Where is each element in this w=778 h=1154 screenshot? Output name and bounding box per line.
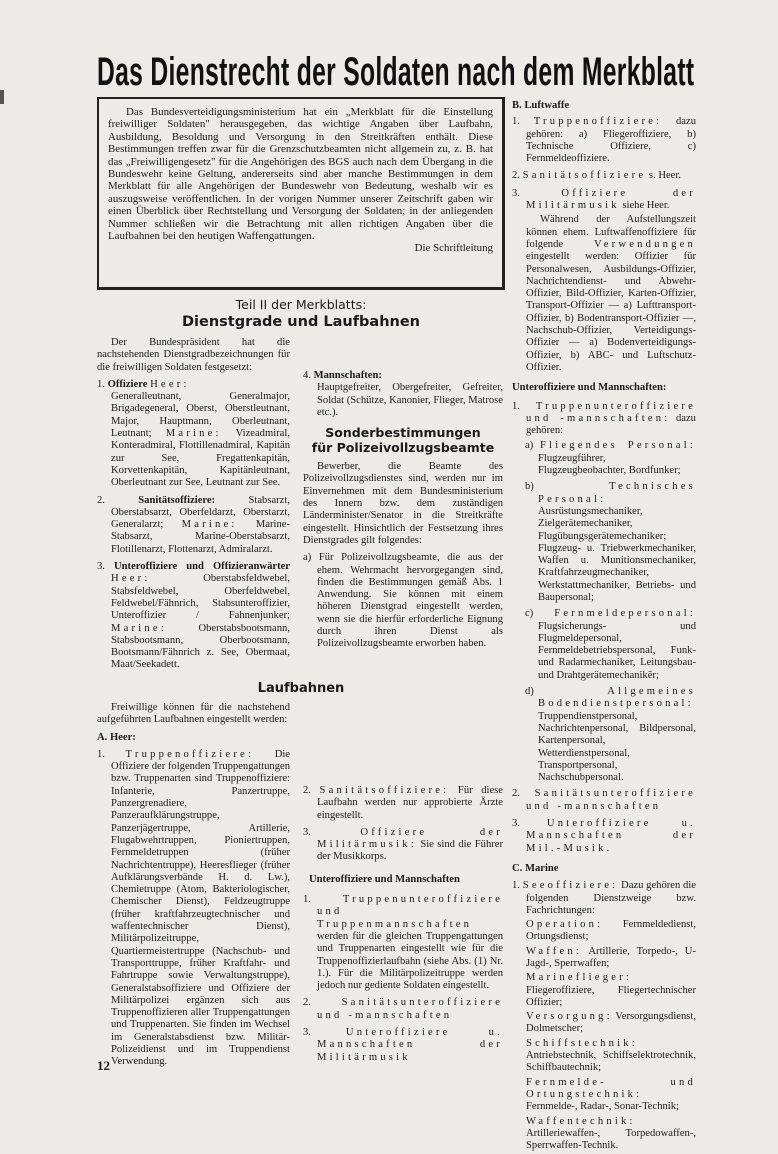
item-label: Unteroffiziere u. Mannschaften der Mil.-Musik. [526,818,696,854]
dienstgrade-item-1 [97,379,290,490]
item-text: Stabsarzt, Oberstabsarzt, Oberfeldarzt, Oberstarzt, Generalarzt; [111,494,290,531]
item-label: Allgemeines Bodendienstpersonal: [538,686,696,710]
page-title: Das Dienstrecht der Soldaten nach dem Merkblatt [97,50,695,94]
luftwaffe-item-1 [512,116,696,165]
sonder-intro: Bewerber, die Beamte des Polizeivollzugsdienstes sind, werden nur im Einvernehmen mit dem Bundesministerium des Innern bzw. dem zuständigen Länderminister/Senator in die Streitkräfte eingestellt. Hinsichtlich der Festsetzung ihres Dienstgrades gilt folgendes: [303,461,503,546]
item-number: 2. [303,785,311,796]
item-label: Seeoffiziere: [522,880,619,892]
item-label: Offiziere der Militärmusik: [317,826,503,851]
dienstgrade-item-2 [97,495,290,556]
branch-text: Artilleriewaffen-, Torpedowaffen-, Sperrwaffen-Technik. [526,1127,696,1152]
item-text: Ausrüstungsmechaniker, Zielgerätemechaniker, Flugübungsgerätemechaniker; Flugzeug- u. Triebwerkmechaniker, Waffen u. Munitionsmechaniker, Kraftfahrzeugmechaniker, Werkstattmechaniker, Betriebs- und Baupersonal; [538,505,696,603]
sonder-heading-line1: Sonderbestimmungen [325,425,481,441]
item-number: 2. [512,788,520,800]
paragraph-text: Während der Aufstellungszeit können ehem. Luftwaffenoffiziere für folgende [526,214,696,250]
branch-text: Artillerie, Torpedo-, U-Jagd-, Sperrwaffen; [526,945,696,969]
luftwaffe-uo-item-1 [512,401,696,438]
sonder-item-a [303,552,503,650]
item-text: Oberstabsbootsmann, Stabsbootsmann, Oberbootsmann, Bootsmann/Fähnrich z. See, Obermaat, Maat/Seekadett. [111,622,290,671]
item-label: Unteroffiziere u. Mannschaften der Militärmusik [317,1027,503,1063]
item-label: Truppenoffiziere: [125,748,255,760]
item-text: Sie sind die Führer der Musikkorps. [317,839,503,863]
item-label: Offiziere [107,378,148,390]
paragraph-text: eingestellt werden: Offizier für Personalwesen, Ausbildungs-Offizier, Nachrichtendienst- und Abwehr-Offizier, Bild-Offizier, Karten-Offizier, Transport-Offizier — a) Lufttransport-Offizier, b) Bodentransport-Offizier —, Nachschub-Offizier, Verteidigungs-Offizier — a) Bodenverteidigungs-Offizier, b) ABC- und Luftschutz-Offizier. [526,251,696,373]
heer-item-2 [303,785,503,822]
branch-label: Marine: [165,428,222,440]
marine-branch [526,946,696,971]
marine-item-1 [512,880,696,917]
luftwaffe-uo-heading: Unteroffiziere und Mannschaften: [512,382,667,394]
dienstgrade-column-middle [303,370,503,656]
heer-uo-item-2 [303,997,503,1022]
marine-label: C. Marine [512,862,559,874]
item-text: werden für die gleichen Truppengattungen und Truppenarten eingestellt wie für die Truppenoffizierlaufbahn (siehe Abs. (1) Nr. 1.). Für die Militärpolizeitruppe werden jedoch nur gediente Soldaten eingestellt. [317,930,503,992]
branch-label: Fernmelde- und Ortungstechnik: [526,1076,696,1100]
marine-branch [526,1077,696,1114]
item-text: dazu gehören: a) Fliegeroffiziere, b) Technische Offiziere, c) Fernmeldeoffiziere. [526,116,696,165]
item-number: 2. [97,494,105,506]
luftwaffe-sub-a [512,440,696,477]
item-label: Truppenunteroffiziere und -mannschaften: [526,400,696,424]
item-number: 1. [97,378,105,390]
item-number: 3. [303,1027,311,1039]
item-text: Für Polizeivollzugsbeamte, die aus der ehem. Wehrmacht hervorgegangen sind, finden die Bestimmungen gemäß Abs. 1 Anwendung. Sie können mit einem höheren Dienstgrad eingestellt werden, wenn sie die hierfür erforderliche Eignung durch ihren Dienst als Polizeivollzugsbeamte erworben haben. [317,552,503,650]
item-number: 3. [512,187,520,199]
item-text: Dazu gehören die folgenden Dienstzweige bzw. Fachrichtungen: [526,880,696,916]
item-text: Oberstabsfeldwebel, Stabsfeldwebel, Oberfeldwebel, Feldwebel/Fähnrich, Stabsunteroffizier, Unteroffizier / Fahnenjunker; [111,573,290,622]
item-number: 4. [303,370,311,381]
laufbahnen-intro: Freiwillige können für die nachstehend aufgeführten Laufbahnen eingestellt werden: [97,702,290,726]
item-label: Offiziere der Militärmusik [526,187,696,212]
item-label: Sanitätsoffiziere: [319,785,450,796]
luftwaffe-sub-b [512,481,696,604]
page-number: 12 [97,1058,110,1073]
item-text: Truppendienstpersonal, Nachrichtenpersonal, Bildpersonal, Kartenpersonal, Wetterdienstpersonal, Transportpersonal, Nachschubpersonal. [538,710,696,784]
item-number: 1. [303,894,311,906]
item-label: Sanitätsunteroffiziere und -mannschaften [317,997,503,1021]
branch-text: Fernmeldedienst, Ortungsdienst; [526,919,696,943]
intro-signature: Die Schriftleitung [414,242,493,255]
item-label: Unteroffiziere und Offizieranwärter [114,561,290,573]
dienstgrade-item-3 [97,561,290,672]
paragraph-spaced-term: Verwendungen [594,238,696,250]
intro-box [97,97,505,290]
branch-label: Heer: [150,378,190,390]
item-number: 3. [303,826,311,838]
luftwaffe-sub-c [512,608,696,682]
item-text: Hauptgefreiter, Obergefreiter, Gefreiter, Soldat (Schütze, Kanonier, Flieger, Matrose etc.). [317,382,503,418]
item-number: 1. [512,880,520,892]
item-text: s. Heer. [648,170,681,182]
marine-branches [512,919,696,1152]
item-label: Sanitätsunteroffiziere und -mannschaften [526,788,696,812]
branch-label: Marine: [111,622,167,634]
item-number: a) [303,552,312,564]
luftwaffe-paragraph [512,214,696,374]
item-text: siehe Heer. [622,200,670,212]
marine-branch [526,1116,696,1153]
luftwaffe-uo-item-2 [512,788,696,813]
item-number: 1. [512,116,520,128]
item-number: 1. [97,748,105,760]
item-text: Marine-Stabsarzt, Marine-Oberstabsarzt, Flotillenarzt, Flottenarzt, Admiralarzt. [111,519,290,555]
branch-label: Schiffstechnik: [526,1037,638,1049]
sonder-heading [303,425,503,455]
branch-label: Versorgung: [526,1011,613,1023]
item-number: 1. [512,400,520,412]
item-text: Die Offiziere der folgenden Truppengattungen bzw. Truppenarten sind Truppenoffiziere: Infanterie, Panzertruppe, Panzergrenadiere, Panzeraufklärungstruppe, Panzerjägertruppe, Artillerie, Flugabwehrtruppen, Pioniertruppen, Fernmeldetruppen (früher Nachrichtentruppe), Heeresflieger (früher Aufklärungsverbände H. d. Lw.), Chemietruppe (Atom, Bakteriologischer, Chemischer Dienst), Feldzeugtruppe (früher kraftfahrzeugtechnischer und waffentechnischer Dienst), Militärpolizeitruppe, Quartiermeistertruppe (Nachschub- und Transporttruppe, früher Kraftfahr- und Fahrtruppe sowie Verwaltungstruppe), Generalstabsoffiziere und Offiziere der Militärpolizei ergänzen sich aus Truppenoffizieren aller Truppengattungen und Truppenarten. Sie finden im Wechsel im Generalstabsdienst bzw. Militär-Polizeidienst und im Truppendienst Verwendung. [111,748,290,1068]
item-label: Truppenunteroffiziere und Truppenmannschaften [317,894,503,930]
luftwaffe-label: B. Luftwaffe [512,100,570,111]
item-number: 2. [512,170,520,182]
item-number: 3. [97,561,105,573]
item-label: Sanitätsoffiziere: [138,494,216,506]
item-number: a) [525,440,534,452]
luftwaffe-item-3 [512,188,696,213]
luftwaffe-sub-d [512,686,696,784]
item-label: Fliegendes Personal: [539,440,696,452]
scan-edge-mark [0,90,4,104]
branch-text: Fernmelde-, Radar-, Sonar-Technik; [526,1101,679,1113]
item-number: 3. [512,818,520,830]
heer-uo-item-3 [303,1027,503,1064]
item-text: Generalleutnant, Generalmajor, Brigadegeneral, Oberst, Oberstleutnant, Major, Hauptmann, Oberleutnant, Leutnant; [111,391,290,440]
laufbahnen-column-middle [303,785,503,1069]
right-column [512,100,696,1154]
sonder-heading-line2: für Polizeivollzugsbeamte [311,440,495,456]
item-text: Für diese Laufbahn werden nur approbierte Ärzte eingestellt. [317,785,503,821]
item-text: Vizeadmiral, Konteradmiral, Flottillenadmiral, Kapitän zur See, Fregattenkapitän, Korvettenkapitän, Kapitänleutnant, Oberleutnant zur See, Leutnant zur See. [111,428,290,489]
branch-label: Operation: [526,919,604,931]
item-text: Flugsicherungs- und Flugmeldepersonal, Fernmeldebetriebspersonal, Funk- und Radarmechaniker, Leitungsbau- und Drahtgerätemechanikĕr; [538,620,696,681]
luftwaffe-item-2 [512,170,696,182]
branch-label: Waffen: [526,945,583,957]
item-label: Truppenoffiziere: [533,116,663,128]
heer-label [97,732,290,744]
heer-item-1 [97,749,290,1069]
branch-text: Versorgungsdienst, Dolmetscher; [526,1011,696,1035]
item-number: c) [525,608,534,620]
item-number: 2. [303,997,311,1009]
dienstgrade-column-left [97,337,290,677]
laufbahnen-heading: Laufbahnen [257,681,345,696]
item-label: Technisches Personal: [538,481,696,505]
branch-label: Heer: [111,573,151,585]
branch-text: Antriebstechnik, Schiffselektrotechnik, Schiffbautechnik; [526,1050,696,1074]
heer-uo-heading: Unteroffiziere und Mannschaften [309,873,460,885]
marine-branch [526,972,696,1009]
marine-branch [526,919,696,944]
item-number: b) [525,481,534,493]
item-label: Sanitätsoffiziere [522,170,647,182]
item-label: Mannschaften: [313,370,382,381]
heer-label-text: A. Heer: [97,731,136,743]
dienstgrade-intro: Der Bundespräsident hat die nachstehenden Dienstgradbezeichnungen für die freiwilligen Soldaten festgesetzt: [97,337,290,373]
marine-branch [526,1011,696,1036]
marine-branch [526,1038,696,1075]
branch-label: Marineflieger: [526,972,632,984]
luftwaffe-uo-item-3 [512,818,696,855]
intro-text: Das Bundesverteidigungsministerium hat ein „Merkblatt für die Einstellung freiwilliger Soldaten" herausgegeben, das wichtige Angaben über Laufbahn, Ausbildung, Besoldung und Versorgung in den Streitkräften enthält. Diese Bestimmungen treffen zwar für die Grenzschutzbeamten nicht allgemein zu, z. B. hat das „Freiwilligengesetz" für die Angehörigen des BGS auch nach dem Übergang in die Bundeswehr keine Geltung, andererseits sind aber manche Bestimmungen in dem Merkblatt für alle Angehörigen der Bundeswehr von Bedeutung, weshalb wir es auszugsweise veröffentlichen. In der vorigen Nummer unserer Zeitschrift gaben wir einen Überblick über Rechtstellung und Versorgung der Soldaten; in der anliegenden Nummer schließen wir die Betrachtung mit allen richtigen Angaben über die Laufbahnen bei den heutigen Waffengattungen. [108,106,493,243]
heer-item-3 [303,827,503,864]
branch-text: Fliegeroffiziere, Fliegertechnischer Offizier; [526,984,696,1008]
dienstgrade-item-4 [303,370,503,419]
item-label: Fernmeldepersonal: [554,608,696,620]
item-text: Flugzeugführer, Flugzeugbeobachter, Bordfunker; [538,452,681,477]
branch-label: Waffentechnik: [526,1115,636,1127]
branch-label: Marine: [181,519,238,531]
section-kicker: Teil II der Merkblatts: [235,297,367,312]
item-text: dazu gehören: [526,412,696,437]
laufbahnen-column-left [97,702,290,1074]
heer-uo-item-1 [303,894,503,992]
item-number: d) [525,686,534,698]
section-heading: Dienstgrade und Laufbahnen [182,314,420,330]
